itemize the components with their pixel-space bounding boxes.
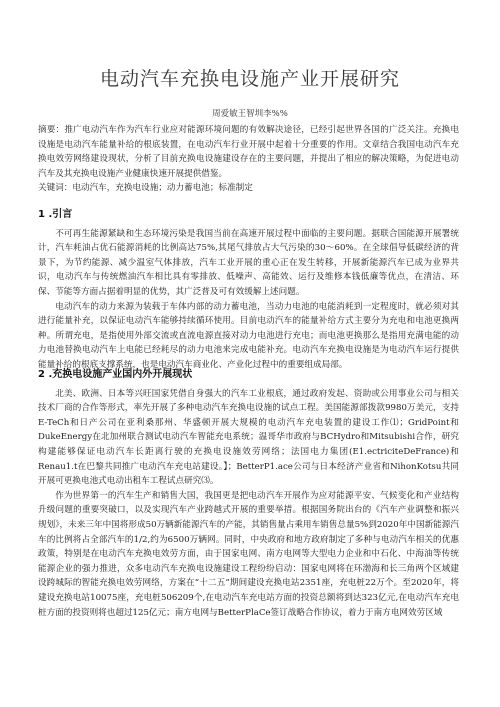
keywords <box>38 181 459 196</box>
paper-title: 电动汽车充换电设施产业开展研究 <box>99 68 400 90</box>
keywords-label: 关键词： <box>38 183 73 193</box>
section-heading: 2 .充换电设施产业国内外开展现状 <box>38 369 193 380</box>
abstract-label: 摘要： <box>38 125 65 135</box>
paragraph: 北美、欧洲、日本等兴旺国家凭借自身强大的汽车工业根底，通过政府发起、资助或公用事业公司与相关技术厂商的合作等形式，率先开展了多种电动汽车充换电设施的试点工程。美国能源部拨款9980万美元，支持E-TeCh和日产公司在亚利桑那州、华盛顿开展大规模的电动汽车充电装置的建设工作⑴；GridPoint和DukeEnergy在北加州联合测试电动汽车智能充电系统；温哥华市政府与BCHydro和Mitsubishi合作，研究构建能够保证电动汽车长距离行驶的充换电设施效劳网络；法国电力集团(E1.ectriciteDeFrance)和Renau1.t在巴黎共同推广电动汽车充电站建设。】；BetterP1.ace公司与日本经济产业省和NihonKotsu共同开展可更换电池式电动出租车工程试点研究⑶。 <box>38 388 459 487</box>
paragraph: 不可再生能源紧缺和生态环境污染是我国当前在高速开展过程中面临的主要问题。据联合国能源开展署统计，汽车耗油占优石能源消耗的比例高达75%,其尾气排放占大气污染的30〜60%。在全球倡导低碳经济的背景下，为节约能源、减少温室气体排放，汽车工业开展的重心正在发生转移，开展新能源汽车已成为业界共识，电动汽车与传统燃油汽车相比具有零排放、低噪声、高能效、运行及维修本钱低廉等优点，在清洁、环保、节能等方面占据着明显的优势，其广泛普及可有效缓解上述问题。 <box>38 228 459 297</box>
section-introduction <box>38 208 459 373</box>
abstract <box>38 123 459 181</box>
keywords-text: 电动汽车，充换电设施；动力蓄电池；标准制定 <box>72 183 253 193</box>
paragraph: 作为世界第一的汽车生产和销售大国，我国更是把电动汽车开展作为应对能源平安、气候变化和产业结构升级问题的重要突破口，以及实现汽车产业跨越式开展的重要举措。根据国务院出台的《汽车产业调整和振兴规划》，未来三年中国将形成50万辆新能源汽车的产能，其销售量占乘用车销售总量5%到2020年中国新能源汽车的比例将占全部汽车的1/2,约为6500万辆网。同时，中央政府和地方政府制定了多种与电动汽车相关的优惠政策，特别是在电动汽车充换电效劳方面，由于国家电网、南方电网等大型电力企业和中石化、中海油等传统能源企业的强力推进，众多电动汽车充换电设施建设工程纷纷启动：国家电网将在环渤海和长三角两个区域建设跨城际的智能充换电效劳网络，方案在“十二五”期间建设充换电站2351座，充电桩22万个。至2020年，将建设充换电站10075座，充电桩506209个,在电动汽车充电站方面的投资总额将到达323亿元,在电动汽车充电桩方面的投资则将也超过125亿元；南方电网与BetterPlaCe签订战略合作协议，着力于南方电网效劳区域 <box>38 490 459 618</box>
section-status <box>38 368 459 620</box>
paragraph: 电动汽车的动力来源为装载于车体内部的动力蓄电池，当动力电池的电能消耗到一定程度时，就必须对其进行能量补充，以保证电动汽车能够持续循环使用。目前电动汽车的能量补给方式主要分为充电和电池更换两种。所谓充电，是指使用外部交流或直流电源直接对动力电池进行充电；而电池更换那么是指用充满电能的动力电池替换电动汽车上电能已经耗尽的动力电池来完成电能补充。电动汽车充换电设施是为电动汽车运行提供能量补给的根底支撑系统，也是电动汽车商业化、产业化过程中的重要组成局部。 <box>38 301 459 370</box>
section-heading: 1 .引言 <box>38 209 73 220</box>
paper-authors: 周爱敏王智圳李%% <box>212 109 288 119</box>
abstract-text: 推广电动汽车作为汽车行业应对能源环境问题的有效解决途径，已经引起世界各国的广泛关注。充换电设施是电动汽车能量补给的根底装置，在电动汽车行业开展中起着十分重要的作用。文章结合我国电动汽车充换电效劳网络建设现状，分析了目前充换电设施建设存在的主要问题，并提出了相应的解决策略，为促进电动汽车及其充换电设施产业健康快速开展提供借鉴。 <box>38 125 459 179</box>
